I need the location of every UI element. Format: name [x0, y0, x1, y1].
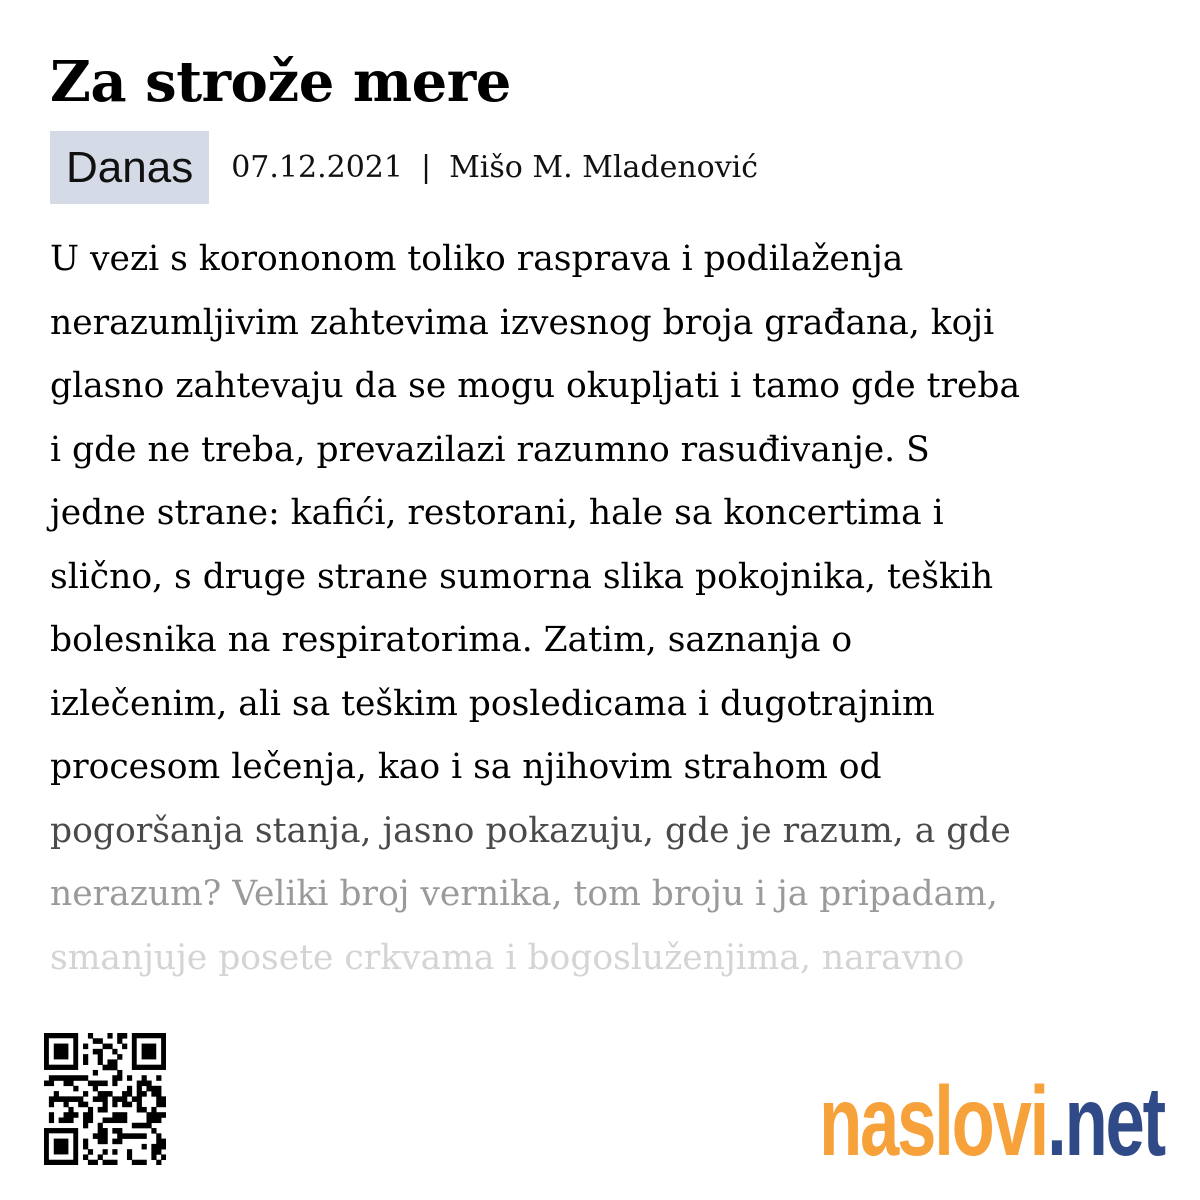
- article-line: i gde ne treba, prevazilazi razumno rasuđivanje. S: [50, 429, 930, 470]
- article-author: Mišo M. Mladenović: [449, 150, 759, 185]
- article-line: smanjuje posete crkvama i bogosluženjima, naravno: [50, 937, 965, 978]
- logo-text-naslovi: naslovi: [819, 1066, 1048, 1176]
- article-meta: [50, 131, 758, 204]
- article-line: jedne strane: kafići, restorani, hale sa koncertima i: [50, 493, 944, 533]
- article-line: slično, s druge strane sumorna slika pokojnika, teških: [50, 556, 994, 597]
- article-line: glasno zahtevaju da se mogu okupljati i tamo gde treba: [50, 366, 1021, 406]
- article-title: Za strože mere: [50, 49, 511, 115]
- qr-code-icon[interactable]: [44, 1033, 166, 1165]
- article-line: nerazumljivim zahtevima izvesnog broja građana, koji: [50, 302, 995, 343]
- article-line: izlečenim, ali sa teškim posledicama i dugotrajnim: [50, 683, 935, 724]
- article-date: 07.12.2021: [231, 150, 403, 185]
- article-line: pogoršanja stanja, jasno pokazuju, gde je razum, a gde: [50, 810, 1011, 851]
- source-badge[interactable]: Danas: [50, 131, 209, 204]
- logo-text-net: .net: [1047, 1066, 1164, 1176]
- article-line: nerazum? Veliki broj vernika, tom broju i ja pripadam,: [50, 874, 998, 914]
- naslovi-logo[interactable]: [819, 1060, 1164, 1176]
- article-line: bolesnika na respiratorima. Zatim, saznanja o: [50, 620, 853, 660]
- meta-separator: |: [420, 150, 432, 185]
- article-line: U vezi s korononom toliko rasprava i podilaženja: [50, 239, 904, 279]
- meta-info: [231, 150, 758, 185]
- article-body: [50, 228, 1160, 990]
- article-line: procesom lečenja, kao i sa njihovim strahom od: [50, 747, 882, 787]
